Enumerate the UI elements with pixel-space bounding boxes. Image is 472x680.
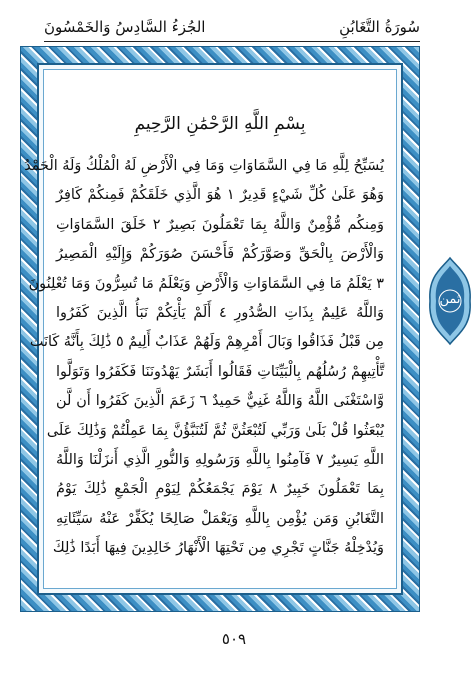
verse-line: وَمِنكُم مُّؤْمِنٌ وَاللَّهُ بِمَا تَعْمَلُونَ بَصِيرٌ ٢ خَلَقَ السَّمَاوَاتِ <box>56 216 384 233</box>
verse-line: التَّغَابُنِ وَمَن يُؤْمِن بِاللَّهِ وَيَعْمَلْ صَالِحًا يُكَفِّرْ عَنْهُ سَيِّئَاتِهِ <box>56 510 384 527</box>
surah-name: سُورَةُ التَّغَابُنِ <box>339 18 420 36</box>
verse-line: اللَّهِ يَسِيرٌ ٧ فَآمِنُوا بِاللَّهِ وَرَسُولِهِ وَالنُّورِ الَّذِي أَنزَلْنَا وَاللَّهُ <box>56 451 384 468</box>
verse-line: ٣ يَعْلَمُ مَا فِي السَّمَاوَاتِ وَالْأَرْضِ وَيَعْلَمُ مَا تُسِرُّونَ وَمَا تُعْلِنُونَ <box>28 275 384 292</box>
verse-line: بِمَا تَعْمَلُونَ خَبِيرٌ ٨ يَوْمَ يَجْمَعُكُمْ لِيَوْمِ الْجَمْعِ ذَٰلِكَ يَوْمُ <box>56 481 384 498</box>
verse-line: يُسَبِّحُ لِلَّهِ مَا فِي السَّمَاوَاتِ وَمَا فِي الْأَرْضِ لَهُ الْمُلْكُ وَلَهُ الْحَمْدُ <box>24 158 384 174</box>
verse-line: وَيُدْخِلْهُ جَنَّاتٍ تَجْرِي مِن تَحْتِهَا الْأَنْهَارُ خَالِدِينَ فِيهَا أَبَدًا ذَٰلِكَ <box>52 540 384 557</box>
verse-line: يُبْعَثُوا قُلْ بَلَىٰ وَرَبِّي لَتُبْعَثُنَّ ثُمَّ لَتُنَبَّؤُنَّ بِمَا عَمِلْتُمْ وَذَٰلِكَ عَلَى <box>46 422 384 439</box>
ornamental-frame <box>20 46 420 612</box>
hizb-label: الجُزءُ السَّادِسُ وَالخَمْسُونَ <box>44 18 206 36</box>
header-rule <box>44 41 420 42</box>
verse-line: وَهُوَ عَلَىٰ كُلِّ شَيْءٍ قَدِيرٌ ١ هُوَ الَّذِي خَلَقَكُمْ فَمِنكُمْ كَافِرٌ <box>56 187 384 204</box>
page-number: ٥٠٩ <box>221 630 247 648</box>
verse-line: وَالْأَرْضَ بِالْحَقِّ وَصَوَّرَكُمْ فَأَحْسَنَ صُوَرَكُمْ وَإِلَيْهِ الْمَصِيرُ <box>56 246 384 263</box>
page-header <box>44 12 420 42</box>
verse-line: تَّأْتِيهِمْ رُسُلُهُم بِالْبَيِّنَاتِ فَقَالُوا أَبَشَرٌ يَهْدُونَنَا فَكَفَرُوا وَتَوَلَّوا <box>56 363 384 380</box>
verse-lines <box>24 152 384 563</box>
verse-line: مِن قَبْلُ فَذَاقُوا وَبَالَ أَمْرِهِمْ وَلَهُمْ عَذَابٌ أَلِيمٌ ٥ ذَٰلِكَ بِأَنَّهُ كَانَت <box>29 334 384 351</box>
verse-line: وَاللَّهُ عَلِيمٌ بِذَاتِ الصُّدُورِ ٤ أَلَمْ يَأْتِكُمْ نَبَأُ الَّذِينَ كَفَرُوا <box>56 304 384 321</box>
basmala: بِسْمِ اللَّهِ الرَّحْمَٰنِ الرَّحِيمِ <box>134 114 306 134</box>
rub-el-hizb-ornament-icon <box>428 258 472 344</box>
text-panel <box>24 69 397 589</box>
frame-inner-border <box>24 63 403 595</box>
verse-line: وَّاسْتَغْنَى اللَّهُ وَاللَّهُ غَنِيٌّ حَمِيدٌ ٦ زَعَمَ الَّذِينَ كَفَرُوا أَن لَّن <box>56 393 384 410</box>
juz-marker-label: ثمن <box>439 292 461 307</box>
